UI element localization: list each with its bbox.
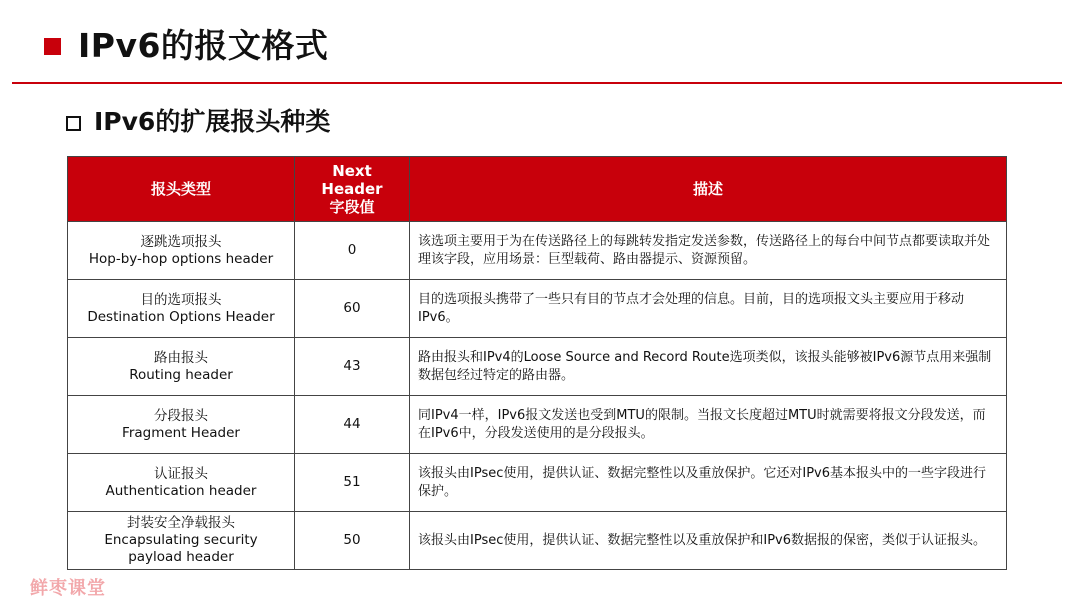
header-next-header-value	[295, 157, 410, 222]
row-description: 该报头由IPsec使用，提供认证、数据完整性以及重放保护。它还对IPv6基本报头中的一些字段进行保护。	[410, 454, 1007, 512]
type-name-en: Encapsulating security payload header	[104, 532, 258, 565]
header-next-line3: 字段值	[329, 198, 375, 216]
type-name-cn: 认证报头	[154, 465, 208, 482]
next-header-value: 44	[295, 396, 410, 454]
row-type-cell	[68, 280, 295, 338]
subtitle-bullet-square	[66, 116, 81, 131]
type-name-en: Destination Options Header	[87, 308, 275, 325]
type-name-en: Authentication header	[105, 482, 257, 499]
next-header-value: 60	[295, 280, 410, 338]
table-row	[68, 512, 1007, 570]
title-bullet-square	[44, 38, 61, 55]
type-name-cn: 分段报头	[154, 407, 208, 424]
next-header-value: 0	[295, 222, 410, 280]
row-type-cell	[68, 338, 295, 396]
row-description: 路由报头和IPv4的Loose Source and Record Route选项类似，该报头能够被IPv6源节点用来强制数据包经过特定的路由器。	[410, 338, 1007, 396]
next-header-value: 51	[295, 454, 410, 512]
page-title: IPv6的报文格式	[78, 26, 329, 65]
type-name-cn: 逐跳选项报头	[140, 233, 222, 250]
row-description: 该选项主要用于为在传送路径上的每跳转发指定发送参数，传送路径上的每台中间节点都要读取并处理该字段，应用场景：巨型载荷、路由器提示、资源预留。	[410, 222, 1007, 280]
table-row	[68, 454, 1007, 512]
type-name-cn: 目的选项报头	[140, 291, 222, 308]
table-header-row	[68, 157, 1007, 222]
header-description: 描述	[410, 157, 1007, 222]
title-divider	[12, 82, 1062, 84]
table-row	[68, 280, 1007, 338]
row-type-cell	[68, 222, 295, 280]
header-type: 报头类型	[68, 157, 295, 222]
table-row	[68, 222, 1007, 280]
section-subtitle: IPv6的扩展报头种类	[94, 107, 331, 136]
row-description: 同IPv4一样，IPv6报文发送也受到MTU的限制。当报文长度超过MTU时就需要将报文分段发送，而在IPv6中，分段发送使用的是分段报头。	[410, 396, 1007, 454]
header-next-line1: Next	[332, 162, 372, 180]
row-type-cell	[68, 454, 295, 512]
type-name-en: Fragment Header	[122, 424, 240, 441]
row-description: 目的选项报头携带了一些只有目的节点才会处理的信息。目前，目的选项报文头主要应用于移动IPv6。	[410, 280, 1007, 338]
type-name-en: Routing header	[129, 366, 233, 383]
next-header-value: 50	[295, 512, 410, 570]
row-description: 该报头由IPsec使用，提供认证、数据完整性以及重放保护和IPv6数据报的保密，类似于认证报头。	[410, 512, 1007, 570]
watermark-logo-text: 鲜枣课堂	[30, 578, 106, 599]
extension-header-table	[67, 156, 1007, 570]
type-name-en: Hop-by-hop options header	[88, 250, 274, 267]
row-type-cell	[68, 512, 295, 570]
header-next-line2: Header	[321, 180, 383, 198]
table-row	[68, 396, 1007, 454]
row-type-cell	[68, 396, 295, 454]
table-row	[68, 338, 1007, 396]
type-name-cn: 封装安全净载报头	[127, 515, 235, 531]
type-name-cn: 路由报头	[154, 349, 208, 366]
next-header-value: 43	[295, 338, 410, 396]
